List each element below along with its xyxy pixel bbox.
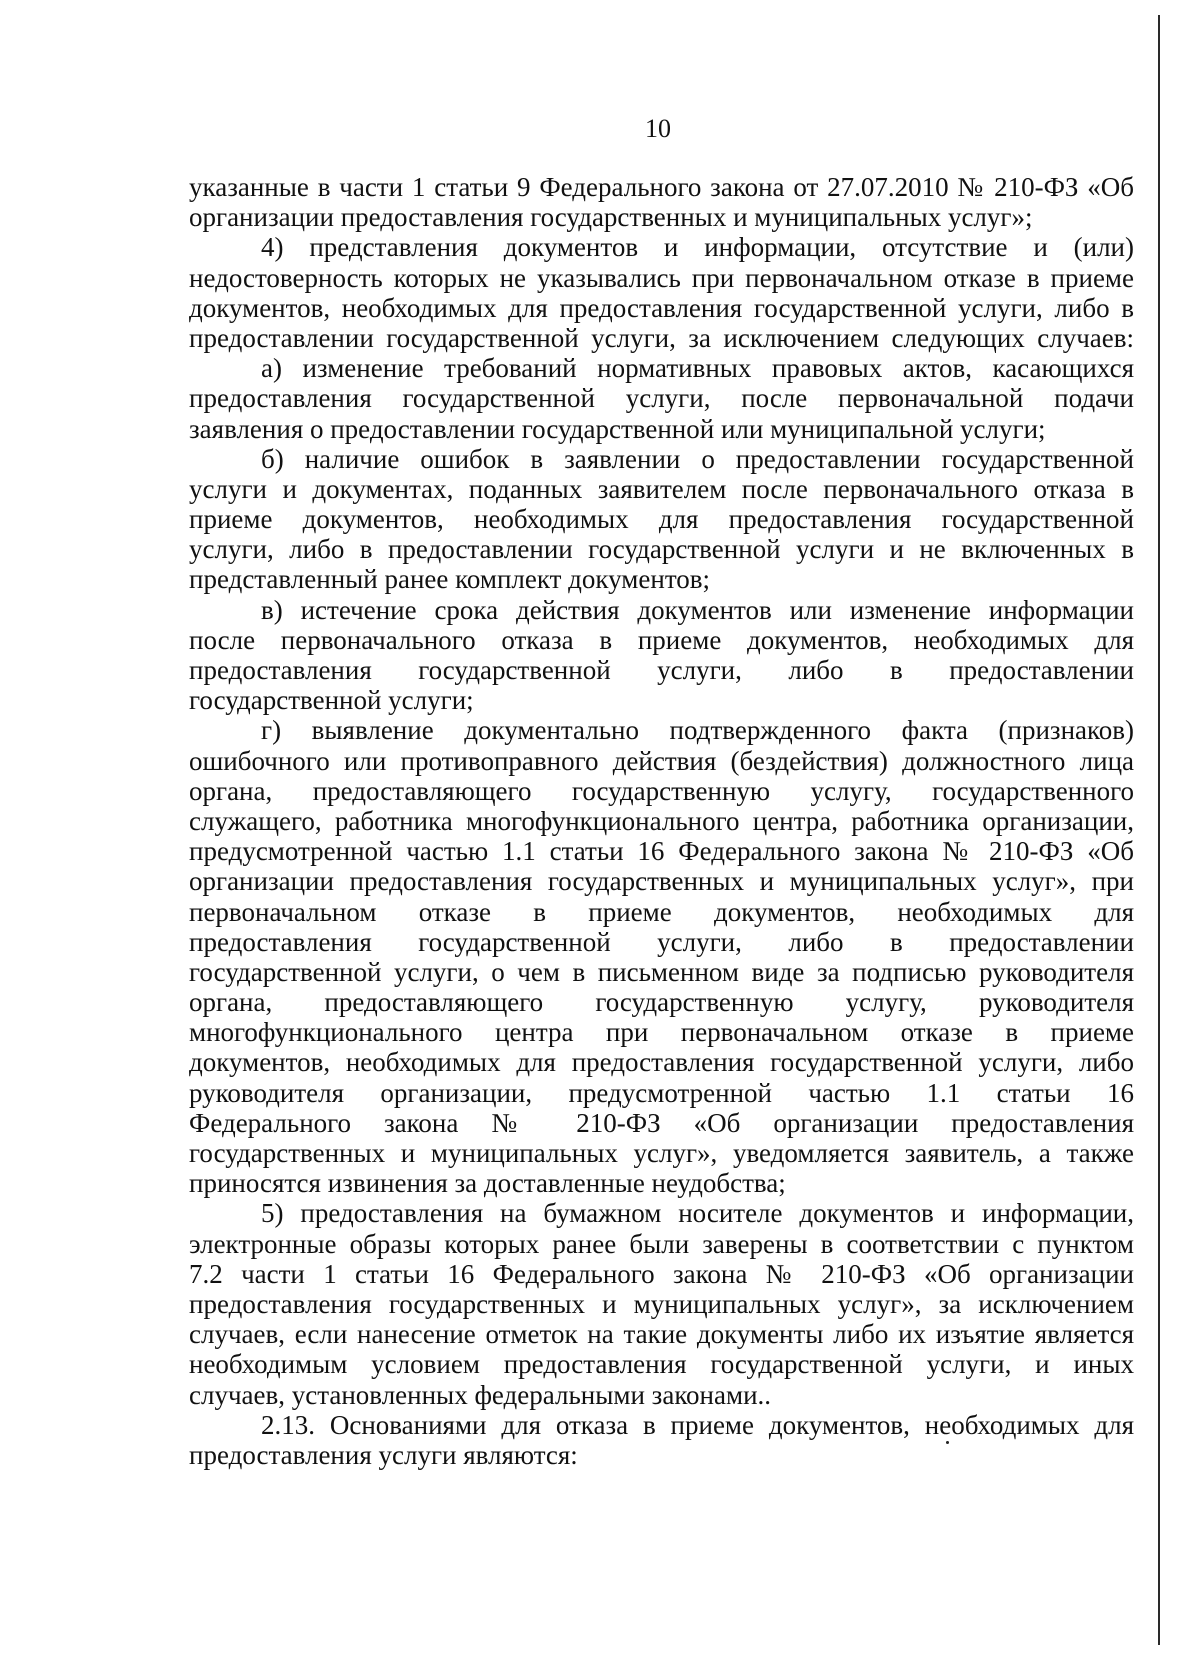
- scan-speck: [946, 1441, 949, 1444]
- text-line: после первоначального отказа в приеме документов, необходимых для: [189, 624, 1134, 655]
- text-line: приносятся извинения за доставленные неудобства;: [189, 1168, 786, 1199]
- text-line: предоставления государственных и муниципальных услуг», за исключением: [189, 1288, 1134, 1319]
- text-line: государственной услуги;: [189, 685, 474, 716]
- page-number: 10: [645, 114, 671, 143]
- text-line: органа, предоставляющего государственную услугу, государственного: [189, 775, 1134, 806]
- text-line: 7.2 части 1 статьи 16 Федерального закона № 210-ФЗ «Об организации: [189, 1258, 1134, 1289]
- text-line: первоначальном отказе в приеме документов, необходимых для: [189, 896, 1134, 927]
- text-line: организации предоставления государственных и муниципальных услуг»;: [189, 202, 1033, 233]
- text-line: электронные образы которых ранее были заверены в соответствии с пунктом: [189, 1228, 1134, 1259]
- text-line: 4) представления документов и информации, отсутствие и (или): [261, 232, 1134, 263]
- text-line: б) наличие ошибок в заявлении о предоставлении государственной: [261, 443, 1134, 474]
- text-line: заявления о предоставлении государственной или муниципальной услуги;: [189, 413, 1046, 444]
- text-line: органа, предоставляющего государственную услугу, руководителя: [189, 987, 1134, 1018]
- text-line: указанные в части 1 статьи 9 Федерального закона от 27.07.2010 № 210-ФЗ «Об: [189, 172, 1134, 202]
- text-line: государственной услуги, о чем в письменном виде за подписью руководителя: [189, 956, 1134, 987]
- text-line: недостоверность которых не указывались при первоначальном отказе в приеме: [189, 262, 1134, 293]
- text-line: Федерального закона № 210-ФЗ «Об организации предоставления: [189, 1107, 1134, 1138]
- text-line: предоставления услуги являются:: [189, 1439, 578, 1470]
- text-line: предоставления государственной услуги, после первоначальной подачи: [189, 383, 1134, 414]
- text-line: приеме документов, необходимых для предоставления государственной: [189, 504, 1134, 535]
- text-line: государственных и муниципальных услуг», уведомляется заявитель, а также: [189, 1138, 1134, 1168]
- document-body: [189, 172, 1134, 1470]
- text-line: а) изменение требований нормативных правовых актов, касающихся: [261, 353, 1134, 384]
- text-line: предусмотренной частью 1.1 статьи 16 Федерального закона № 210-ФЗ «Об: [189, 836, 1134, 867]
- text-line: г) выявление документально подтвержденного факта (признаков): [261, 715, 1134, 746]
- text-line: представленный ранее комплект документов;: [189, 564, 711, 595]
- text-line: случаев, если нанесение отметок на такие документы либо их изъятие является: [189, 1319, 1134, 1350]
- text-line: в) истечение срока действия документов или изменение информации: [261, 594, 1134, 625]
- text-line: 5) предоставления на бумажном носителе документов и информации,: [261, 1198, 1134, 1229]
- text-line: предоставления государственной услуги, либо в предоставлении: [189, 926, 1134, 957]
- text-line: предоставления государственной услуги, либо в предоставлении: [189, 655, 1134, 685]
- text-line: документов, необходимых для предоставления государственной услуги, либо в: [189, 292, 1134, 323]
- text-line: ошибочного или противоправного действия (бездействия) должностного лица: [189, 745, 1134, 776]
- scan-edge-line: [1158, 15, 1160, 1645]
- text-line: услуги, либо в предоставлении государственной услуги и не включенных в: [189, 534, 1134, 565]
- text-line: организации предоставления государственных и муниципальных услуг», при: [189, 866, 1134, 897]
- text-line: услуги и документах, поданных заявителем после первоначального отказа в: [189, 473, 1134, 504]
- text-line: случаев, установленных федеральными законами..: [189, 1379, 772, 1410]
- text-line: многофункционального центра при первоначальном отказе в приеме: [189, 1017, 1134, 1048]
- text-line: необходимым условием предоставления государственной услуги, и иных: [189, 1349, 1134, 1380]
- text-line: служащего, работника многофункционального центра, работника организации,: [189, 805, 1134, 836]
- text-line: 2.13. Основаниями для отказа в приеме документов, необходимых для: [261, 1409, 1134, 1440]
- text-line: руководителя организации, предусмотренной частью 1.1 статьи 16: [189, 1077, 1134, 1108]
- text-line: предоставлении государственной услуги, за исключением следующих случаев:: [189, 322, 1134, 353]
- text-line: документов, необходимых для предоставления государственной услуги, либо: [189, 1047, 1134, 1078]
